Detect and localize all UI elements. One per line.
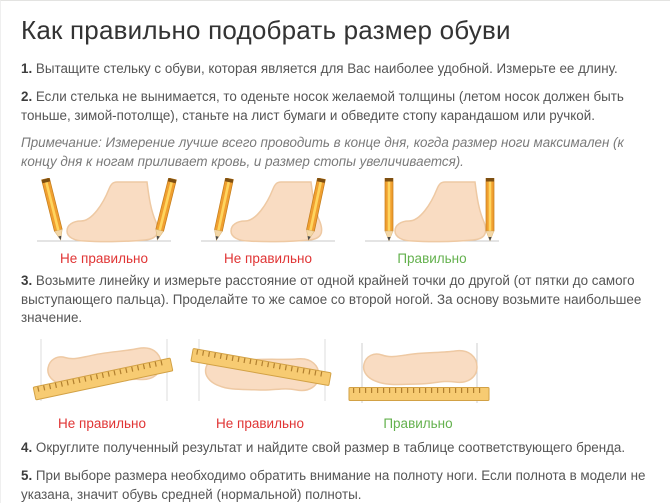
step-2-text: Если стелька не вынимается, то оденьте носок желаемой толщины (летом носок должен быть тоньше, зимой-потолще), станьте на лист бумаги и обведите стопу карандашом или ручкой. (21, 88, 624, 123)
figure-pencils-tilted-same-direction (193, 178, 343, 266)
step-2 (21, 88, 650, 126)
step-4-number: 4. (21, 440, 33, 456)
figure-caption: Правильно (397, 250, 467, 266)
figure-ruler-straight (343, 335, 493, 431)
step-4 (21, 439, 650, 458)
footprint-icon (364, 351, 477, 385)
figure-caption: Не правильно (224, 250, 312, 266)
pencil-figures-row (21, 178, 650, 266)
figure-caption: Не правильно (58, 416, 146, 432)
figure-ruler-diagonal-falling (185, 335, 335, 431)
step-5-number: 5. (21, 467, 33, 483)
figure-pencils-vertical (357, 178, 507, 266)
step-4-text: Округлите полученный результат и найдите свой размер в таблице соответствующего бренда. (35, 440, 626, 456)
step-5-text: При выборе размера необходимо обратить внимание на полноту ноги. Если полнота в модели не указана, значит обувь средней (нормальной) полноты. (21, 467, 646, 502)
ruler-icon (349, 388, 489, 401)
footprint-ruler-diagonal-rising-illustration (27, 335, 177, 415)
figure-pencils-tilted-outward (29, 178, 179, 266)
step-3-number: 3. (21, 272, 33, 288)
footprint-ruler-straight-illustration (343, 335, 493, 415)
step-1-text: Вытащите стельку с обуви, которая является для Вас наиболее удобной. Измерьте ее длину. (35, 61, 618, 76)
foot-side-icon (67, 182, 158, 242)
pencil-icon (153, 178, 176, 241)
step-5 (21, 467, 650, 503)
step-2-number: 2. (21, 88, 33, 104)
figure-caption: Правильно (383, 416, 453, 432)
foot-side-icon (395, 182, 486, 242)
figure-ruler-diagonal-rising (27, 335, 177, 431)
step-1 (21, 60, 650, 79)
figure-caption: Не правильно (60, 250, 148, 266)
pencil-icon (42, 178, 65, 241)
foot-side-pencils-vertical-illustration (357, 178, 507, 250)
pencil-icon (486, 178, 494, 241)
footprint-ruler-diagonal-falling-illustration (185, 335, 335, 415)
pencil-icon (212, 178, 233, 241)
note-text: Примечание: Измерение лучше всего проводить в конце дня, когда размер ноги максимален (к концу дня к ногам приливает кровь, и размер стопы увеличивается). (21, 135, 624, 170)
foot-side-pencils-tilted-same-direction-illustration (193, 178, 343, 250)
foot-side-pencils-tilted-outward-illustration (29, 178, 179, 250)
step-3-text: Возьмите линейку и измерьте расстояние от одной крайней точки до другой (от пятки до самого выступающего пальца). Проделайте то же самое со второй ногой. За основу возьмите наибольшее значение. (21, 272, 642, 326)
page-title: Как правильно подобрать размер обуви (21, 15, 511, 45)
ruler-figures-row (21, 335, 650, 431)
step-1-number: 1. (21, 61, 33, 76)
step-3 (21, 272, 650, 328)
figure-caption: Не правильно (216, 416, 304, 432)
pencil-icon (385, 178, 393, 241)
